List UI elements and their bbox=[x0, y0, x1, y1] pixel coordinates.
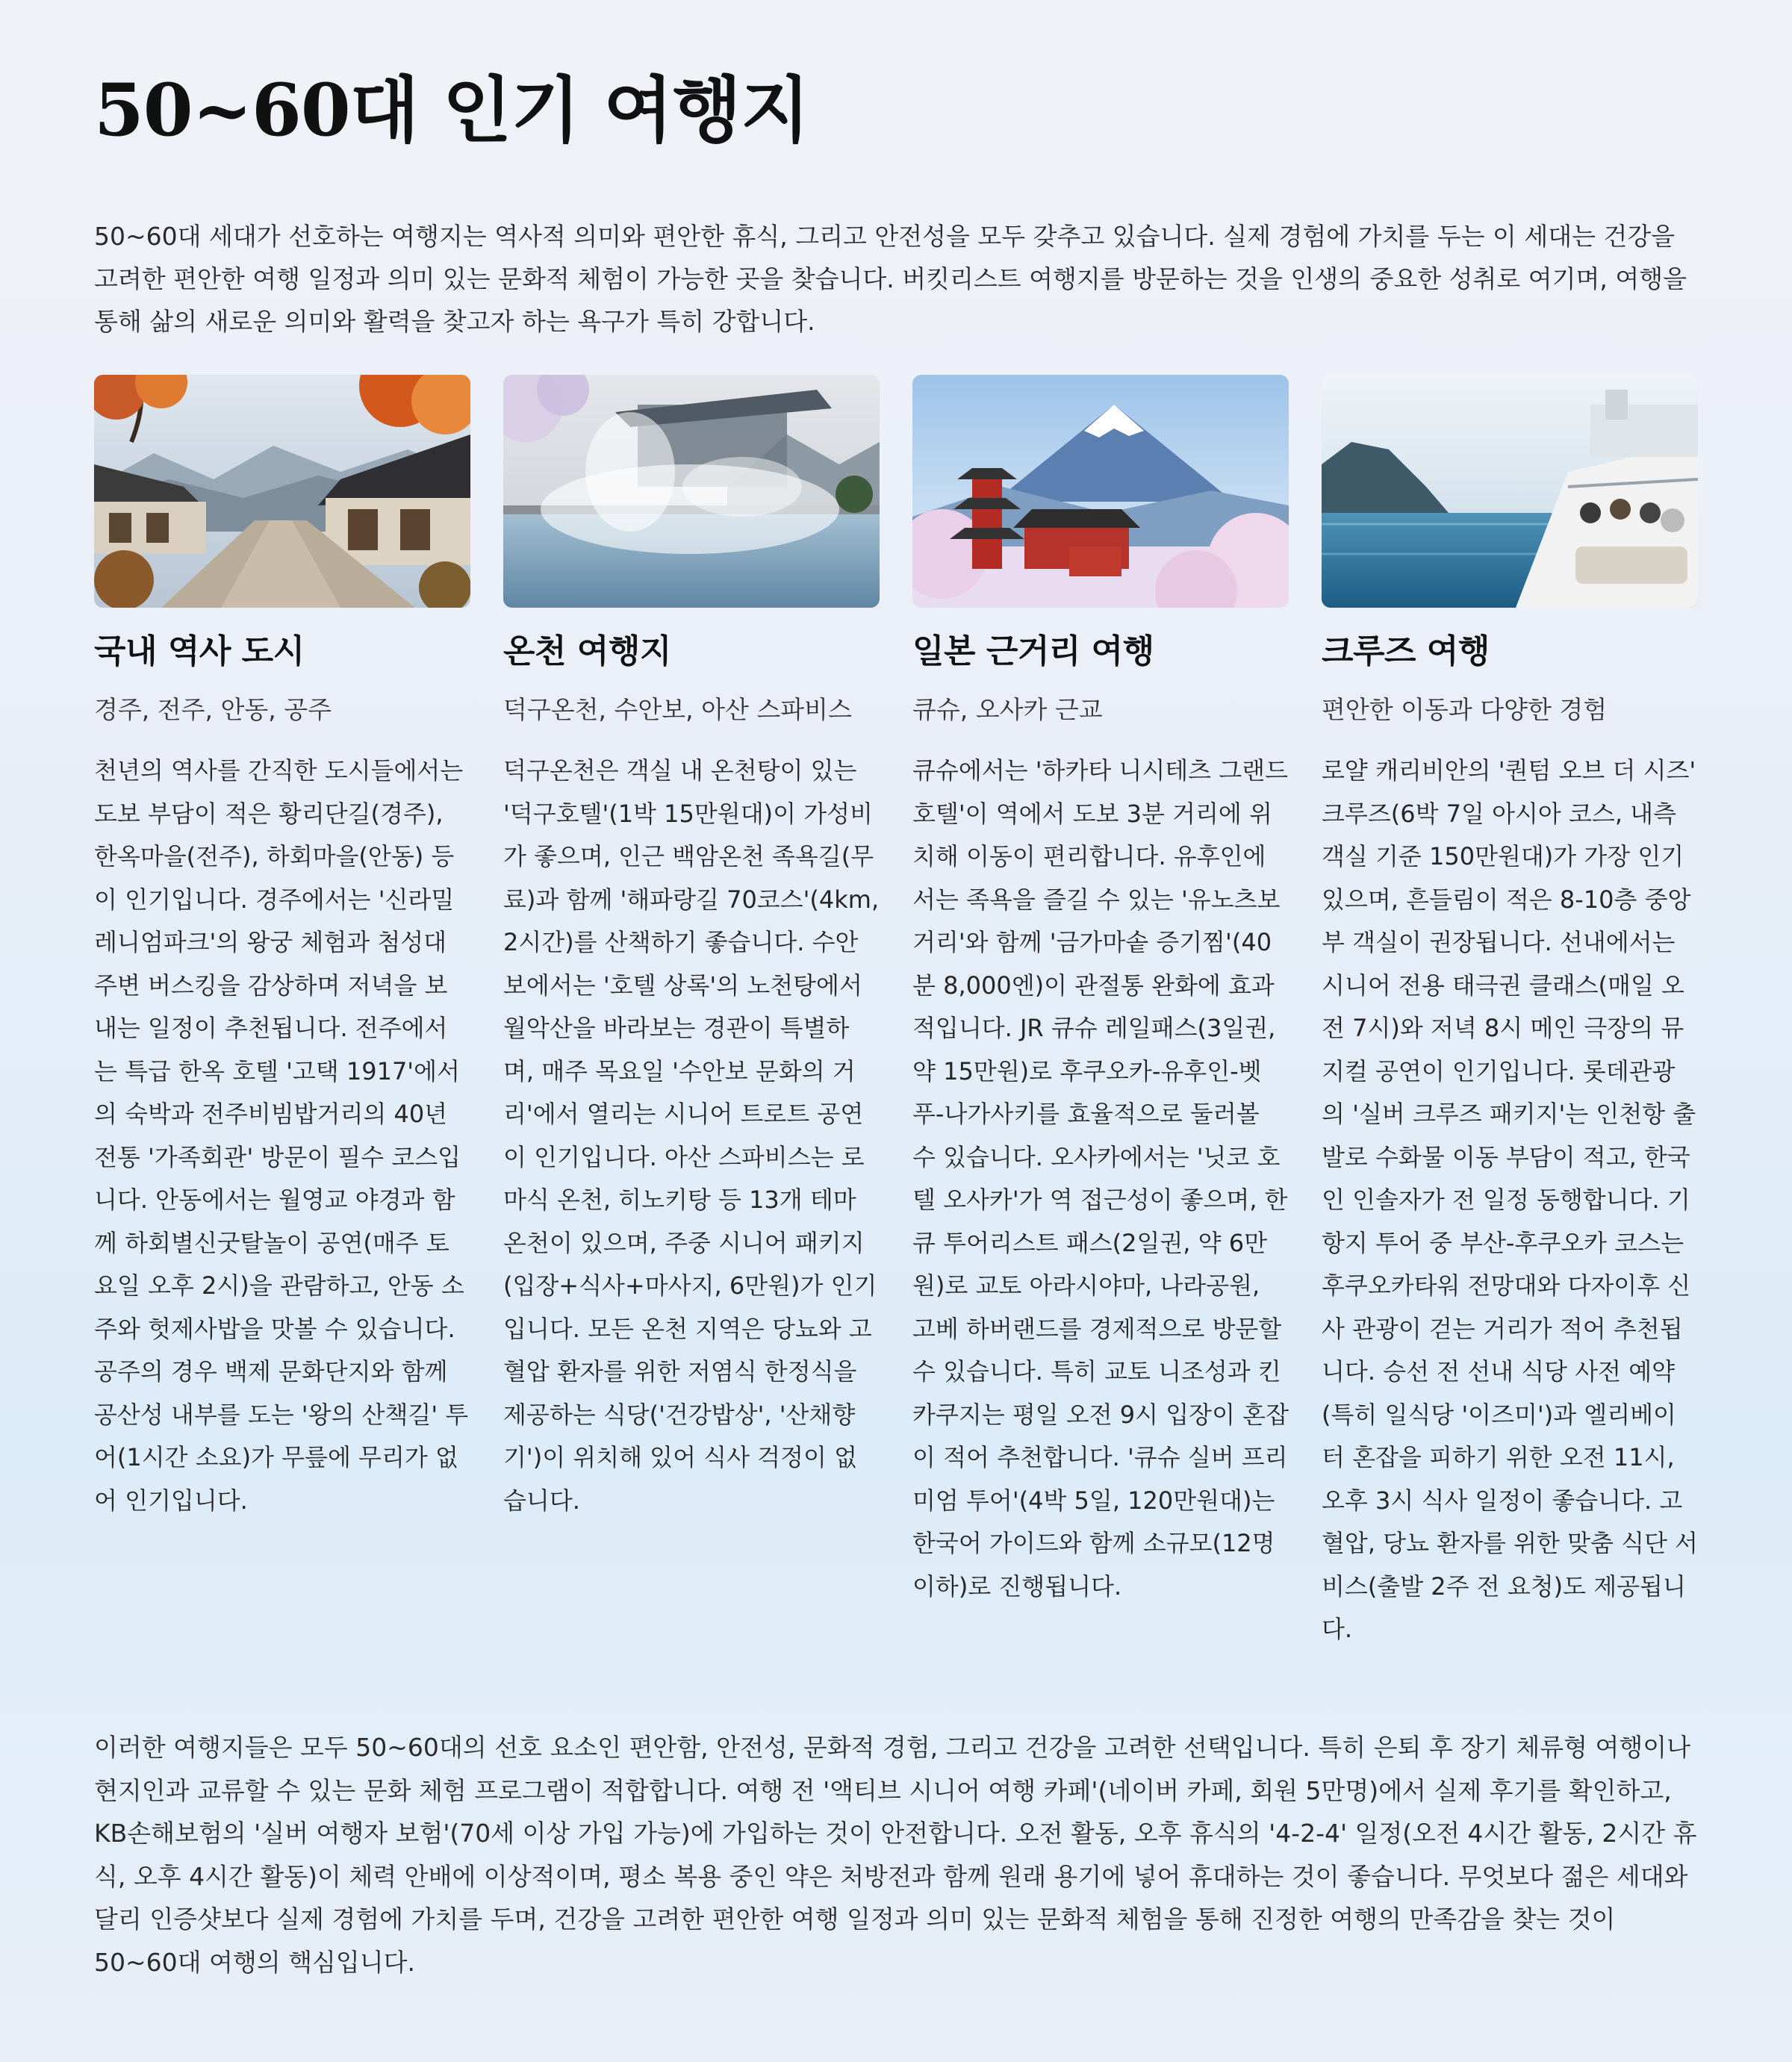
card-japan-trip bbox=[912, 375, 1289, 1601]
card-title: 일본 근거리 여행 bbox=[912, 632, 1154, 670]
card-subtitle: 큐슈, 오사카 근교 bbox=[912, 695, 1103, 724]
card-hot-springs bbox=[503, 375, 880, 1515]
mount-fuji-pagoda-image bbox=[912, 375, 1289, 608]
cruise-deck-sea-image bbox=[1322, 375, 1698, 608]
card-historic-cities bbox=[94, 375, 470, 1515]
card-subtitle: 편안한 이동과 다양한 경험 bbox=[1322, 695, 1608, 724]
page-title: 50~60대 인기 여행지 bbox=[94, 68, 809, 152]
card-body: 큐슈에서는 '하카타 니시테츠 그랜드호텔'이 역에서 도보 3분 거리에 위치해 이동이 편리합니다. 유후인에서는 족욕을 즐길 수 있는 '유노츠보 거리'와 함께 '금가마솥 증기찜'(40분 8,000엔)이 관절통 완화에 효과적입니다. JR 큐슈 레일패스(3일권, 약 15만원)로 후쿠오카-유후인-벳푸-나가사키를 효율적으로 둘러볼 수 있습니다. 오사카에서는 '닛코 호텔 오사카'가 역 접근성이 좋으며, 한큐 투어리스트 패스(2일권, 약 6만원)로 교토 아라시야마, 나라공원, 고베 하버랜드를 경제적으로 방문할 수 있습니다. 특히 교토 니조성과 킨카쿠지는 평일 오전 9시 입장이 혼잡이 적어 추천합니다. '큐슈 실버 프리미엄 투어'(4박 5일, 120만원대)는 한국어 가이드와 함께 소규모(12명 이하)로 진행됩니다. bbox=[912, 756, 1289, 1601]
card-subtitle: 덕구온천, 수안보, 아산 스파비스 bbox=[503, 695, 852, 724]
card-subtitle: 경주, 전주, 안동, 공주 bbox=[94, 695, 332, 724]
card-cruise bbox=[1322, 375, 1698, 1643]
card-title: 국내 역사 도시 bbox=[94, 632, 305, 670]
hot-spring-steam-image bbox=[503, 375, 880, 608]
card-body: 덕구온천은 객실 내 온천탕이 있는 '덕구호텔'(1박 15만원대)이 가성비가 좋으며, 인근 백암온천 족욕길(무료)과 함께 '해파랑길 70코스'(4km, 2시간)를 산책하기 좋습니다. 수안보에서는 '호텔 상록'의 노천탕에서 월악산을 바라보는 경관이 특별하며, 매주 목요일 '수안보 문화의 거리'에서 열리는 시니어 트로트 공연이 인기입니다. 아산 스파비스는 로마식 온천, 히노키탕 등 13개 테마 온천이 있으며, 주중 시니어 패키지(입장+식사+마사지, 6만원)가 인기입니다. 모든 온천 지역은 당뇨와 고혈압 환자를 위한 저염식 한정식을 제공하는 식당('건강밥상', '산채향기')이 위치해 있어 식사 걱정이 없습니다. bbox=[503, 756, 880, 1515]
outro-paragraph: 이러한 여행지들은 모두 50~60대의 선호 요소인 편안함, 안전성, 문화적 경험, 그리고 건강을 고려한 선택입니다. 특히 은퇴 후 장기 체류형 여행이나 현지인과 교류할 수 있는 문화 체험 프로그램이 적합합니다. 여행 전 '액티브 시니어 여행 카페'(네이버 카페, 회원 5만명)에서 실제 후기를 확인하고, KB손해보험의 '실버 여행자 보험'(70세 이상 가입 가능)에 가입하는 것이 안전합니다. 오전 활동, 오후 휴식의 '4-2-4' 일정(오전 4시간 활동, 2시간 휴식, 오후 4시간 활동)이 체력 안배에 이상적이며, 평소 복용 중인 약은 처방전과 함께 원래 용기에 넣어 휴대하는 것이 좋습니다. 무엇보다 젊은 세대와 달리 인증샷보다 실제 경험에 가치를 두며, 건강을 고려한 편안한 여행 일정과 의미 있는 문화적 체험을 통해 진정한 여행의 만족감을 찾는 것이 50~60대 여행의 핵심입니다. bbox=[94, 1733, 1697, 1977]
card-body: 로얄 캐리비안의 '퀀텀 오브 더 시즈' 크루즈(6박 7일 아시아 코스, 내측 객실 기준 150만원대)가 가장 인기 있으며, 흔들림이 적은 8-10층 중앙부 객실이 권장됩니다. 선내에서는 시니어 전용 태극권 클래스(매일 오전 7시)와 저녁 8시 메인 극장의 뮤지컬 공연이 인기입니다. 롯데관광의 '실버 크루즈 패키지'는 인천항 출발로 수화물 이동 부담이 적고, 한국인 인솔자가 전 일정 동행합니다. 기항지 투어 중 부산-후쿠오카 코스는 후쿠오카타워 전망대와 다자이후 신사 관광이 걷는 거리가 적어 추천됩니다. 승선 전 선내 식당 사전 예약(특히 일식당 '이즈미')과 엘리베이터 혼잡을 피하기 위한 오전 11시, 오후 3시 식사 일정이 좋습니다. 고혈압, 당뇨 환자를 위한 맞춤 식단 서비스(출발 2주 전 요청)도 제공됩니다. bbox=[1322, 756, 1698, 1643]
card-body: 천년의 역사를 간직한 도시들에서는 도보 부담이 적은 황리단길(경주), 한옥마을(전주), 하회마을(안동) 등이 인기입니다. 경주에서는 '신라밀레니엄파크'의 왕궁 체험과 첨성대 주변 버스킹을 감상하며 저녁을 보내는 일정이 추천됩니다. 전주에서는 특급 한옥 호텔 '고택 1917'에서의 숙박과 전주비빔밥거리의 40년 전통 '가족회관' 방문이 필수 코스입니다. 안동에서는 월영교 야경과 함께 하회별신굿탈놀이 공연(매주 토요일 오후 2시)을 관람하고, 안동 소주와 헛제사밥을 맛볼 수 있습니다. 공주의 경우 백제 문화단지와 함께 공산성 내부를 도는 '왕의 산책길' 투어(1시간 소요)가 무릎에 무리가 없어 인기입니다. bbox=[94, 756, 469, 1515]
card-title: 크루즈 여행 bbox=[1322, 632, 1490, 670]
intro-paragraph: 50~60대 세대가 선호하는 여행지는 역사적 의미와 편안한 휴식, 그리고 안전성을 모두 갖추고 있습니다. 실제 경험에 가치를 두는 이 세대는 건강을 고려한 편안한 여행 일정과 의미 있는 문화적 체험이 가능한 곳을 찾습니다. 버킷리스트 여행지를 방문하는 것을 인생의 중요한 성취로 여기며, 여행을 통해 삶의 새로운 의미와 활력을 찾고자 하는 욕구가 특히 강합니다. bbox=[94, 222, 1687, 336]
korean-historic-street-image bbox=[94, 375, 470, 608]
card-title: 온천 여행지 bbox=[503, 632, 671, 670]
